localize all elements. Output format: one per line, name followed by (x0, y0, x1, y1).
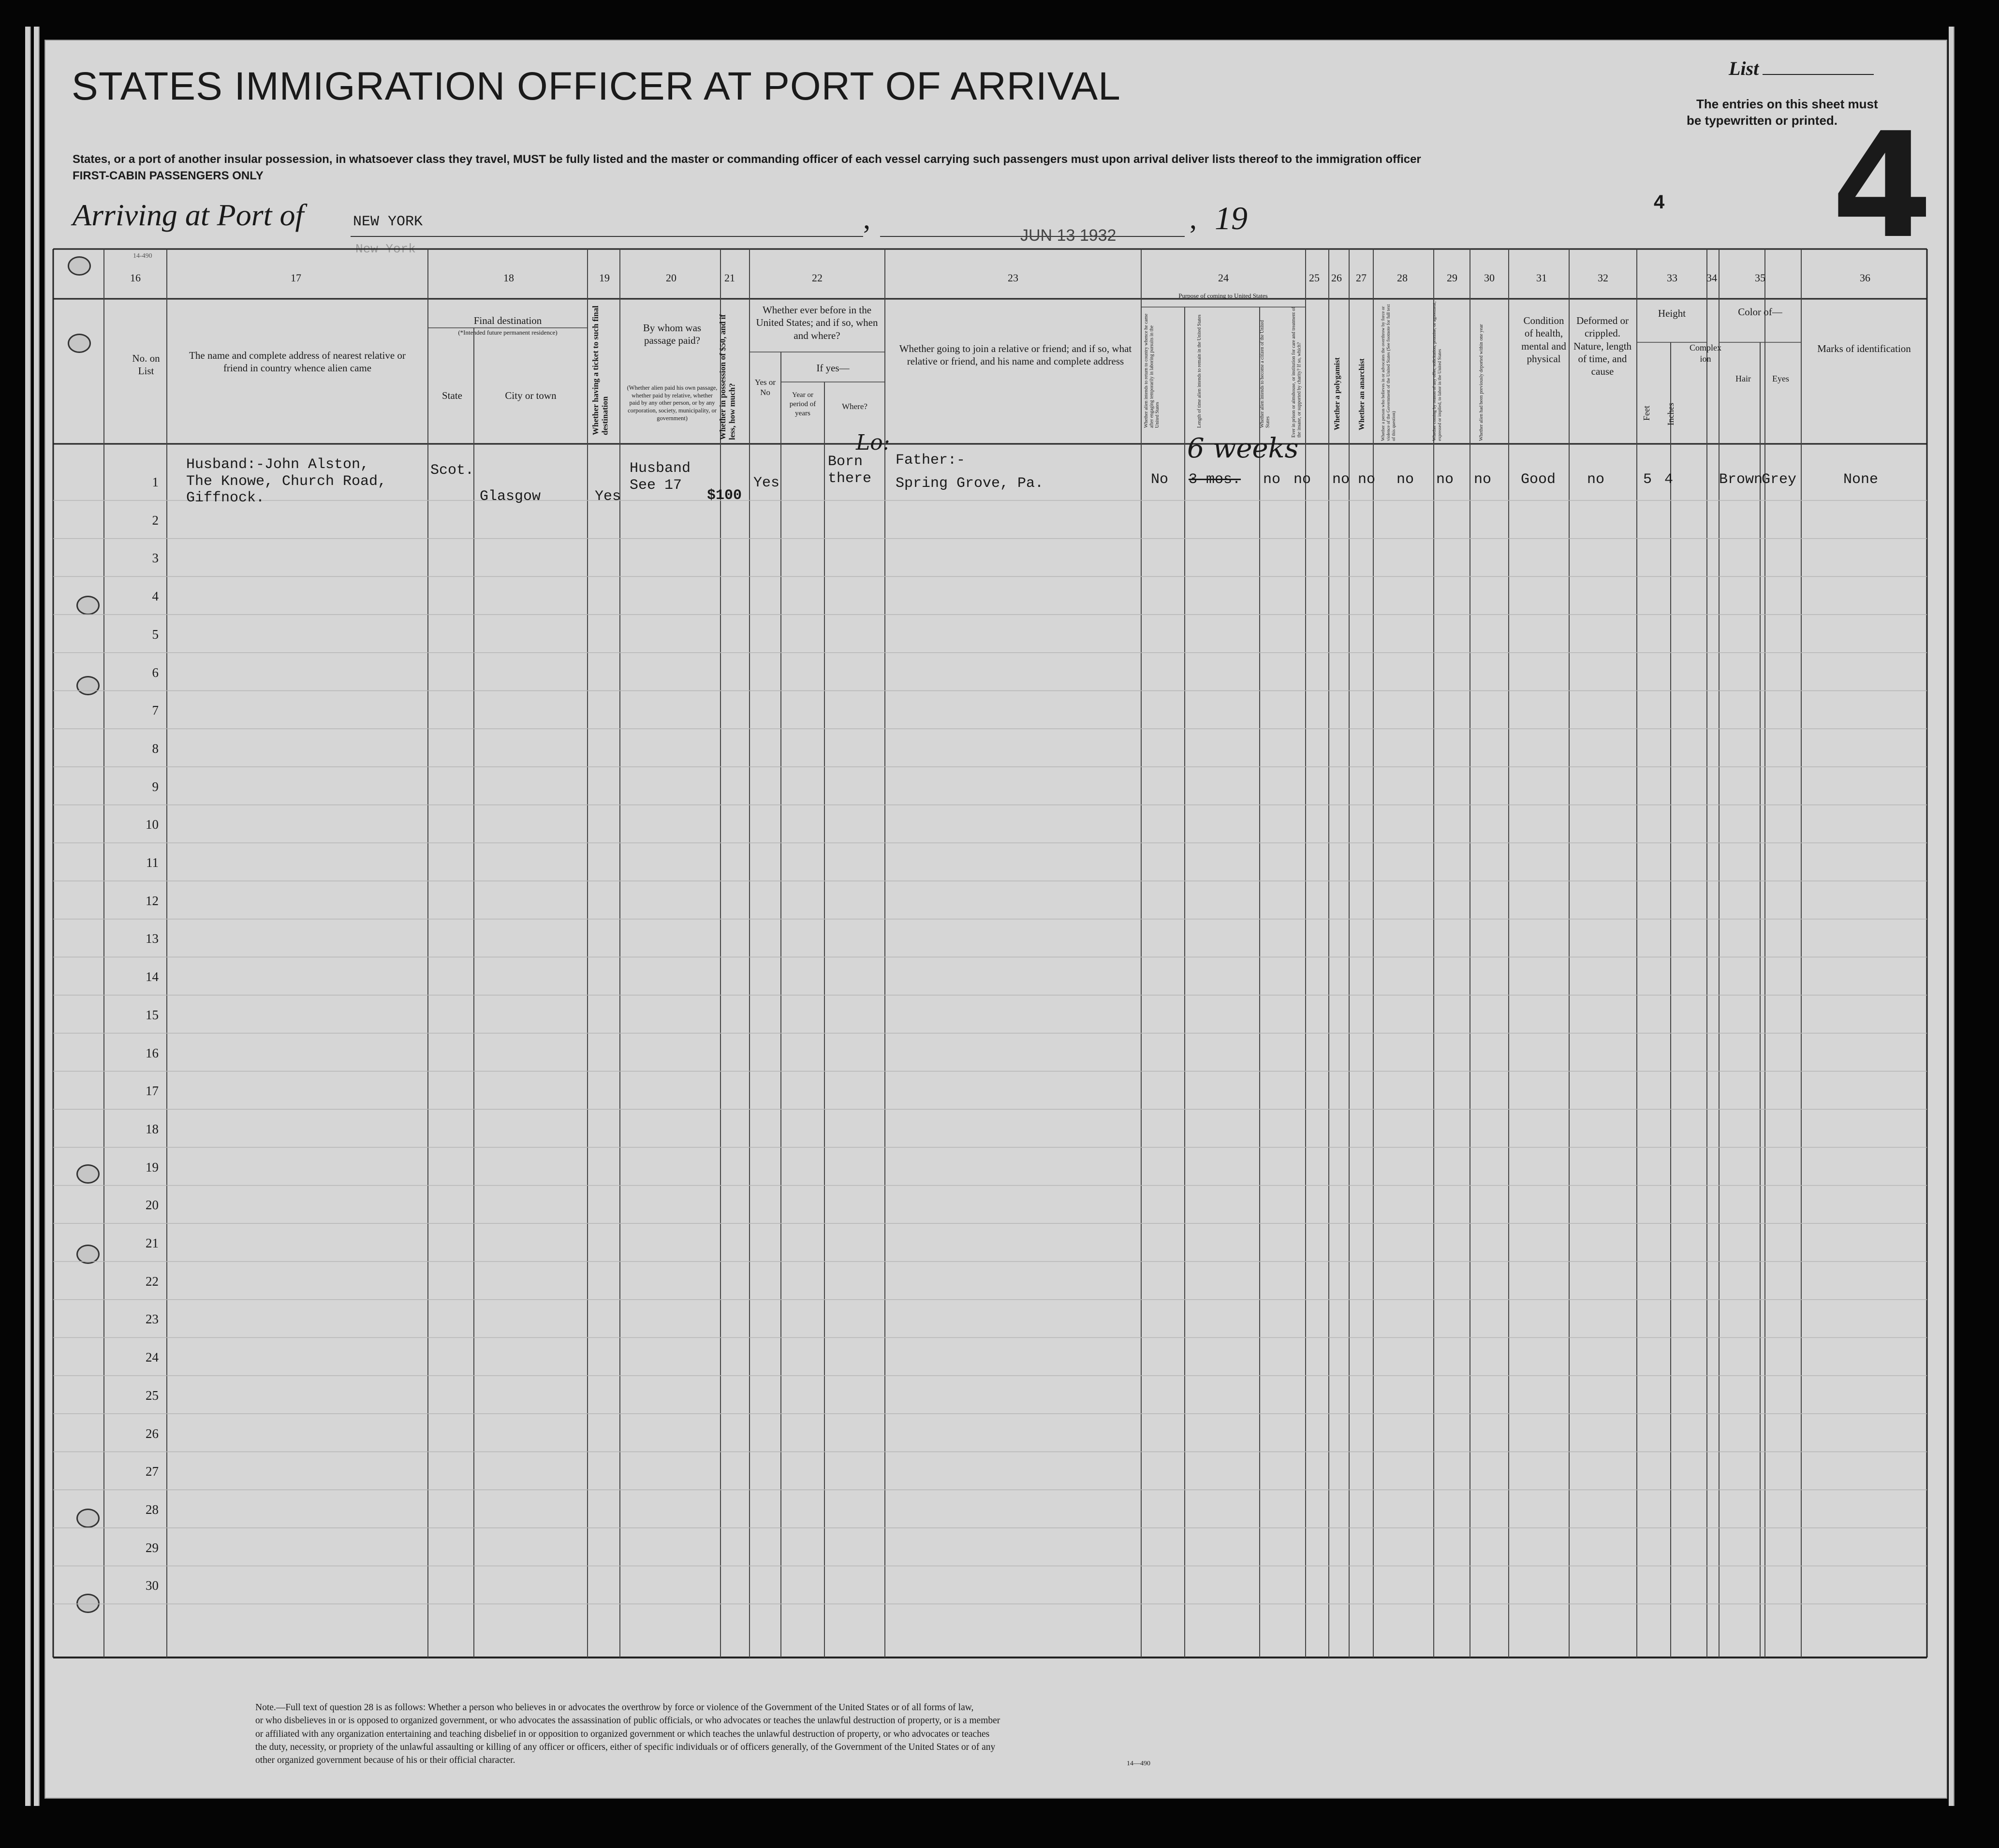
row-number: 15 (146, 1007, 159, 1022)
row-number: 17 (146, 1084, 159, 1099)
row-number: 13 (146, 931, 159, 946)
list-label: List (1729, 57, 1874, 80)
heading-hair: Hair (1735, 374, 1751, 383)
heading-where: Where? (842, 402, 867, 411)
column-number: 25 (1309, 272, 1320, 284)
heading-purpose-citizen: Whether alien intends to become a citizen of the United States (1260, 320, 1271, 428)
page-subtitle: States, or a port of another insular possession, in whatsoever class they travel, MUST be fully listed and the master or commanding officer of each vessel carrying such passengers must upon arrival deliver lists thereof to the immigration officer (73, 153, 1421, 166)
row-1-passage-paid: Husband See 17 (630, 460, 691, 494)
heading-marks: Marks of identification (1817, 343, 1911, 354)
column-number: 17 (291, 272, 301, 284)
column-number: 27 (1356, 272, 1367, 284)
row-1-hair: Brown (1719, 471, 1763, 488)
heading-passage-paid: By whom was passage paid? (643, 322, 702, 347)
row-number: 20 (146, 1198, 159, 1213)
row-number: 11 (146, 855, 159, 870)
heading-polygamist: Whether a polygamist (1333, 357, 1341, 430)
row-1-induced: no (1436, 471, 1454, 488)
heading-ticket: Whether having a ticket to such final destination (591, 306, 610, 435)
row-1-eyes: Grey (1762, 471, 1797, 488)
row-number: 28 (146, 1502, 159, 1517)
row-1-before-in-us: Yes (753, 475, 780, 491)
row-1-ticket: Yes (595, 488, 621, 505)
column-number: 29 (1447, 272, 1457, 284)
row-1-anarchist: no (1358, 471, 1376, 488)
heading-inches: Inches (1666, 403, 1676, 425)
row-1-overthrow: no (1396, 471, 1414, 488)
row-1-feet: 5 (1643, 471, 1652, 488)
row-1-return: No (1151, 471, 1169, 488)
row-number: 10 (146, 817, 159, 832)
port-overprint: New York (355, 242, 416, 256)
column-number: 36 (1860, 272, 1870, 284)
column-number: 30 (1484, 272, 1495, 284)
row-1-citizen: no (1263, 471, 1281, 488)
heading-joining: Whether going to join a relative or friend; and if so, what relative or friend, and his name and complete address (899, 343, 1132, 367)
row-number: 7 (152, 703, 159, 718)
row-number: 18 (146, 1121, 159, 1136)
row-1-polygamist: no (1332, 471, 1350, 488)
heading-eyes: Eyes (1772, 374, 1789, 383)
heading-health: Condition of health, mental and physical (1521, 315, 1566, 365)
comma-1: , (863, 203, 870, 235)
sheet-number-large: 4 (1832, 102, 1933, 270)
heading-money: Whether in possession of $50, and if less, how much? (718, 314, 737, 440)
heading-overthrow: Whether a person who believes in or advocates the overthrow by force or violence of the Government of the United States (See footnote for full text of this question) (1381, 304, 1396, 441)
row-1-length-handwritten: 6 weeks (1187, 433, 1299, 464)
row-1-where-handwritten: Lo: (856, 430, 890, 455)
row-number: 2 (152, 513, 159, 528)
heading-passage-note: (Whether alien paid his own passage, whether paid by relative, whether paid by any other person, or by any corporation, society, municipality, or government) (627, 384, 718, 422)
sheet-number-small: 4 (1654, 191, 1665, 213)
row-number: 5 (152, 627, 159, 642)
row-1-length-struck: 3 mos. (1189, 471, 1241, 488)
row-1-relative-address: Husband:-John Alston, The Knowe, Church Road, Giffnock. (186, 456, 387, 506)
row-1-city: Glasgow (480, 488, 541, 505)
row-1-state: Scot. (430, 462, 474, 479)
column-number: 24 (1218, 272, 1229, 284)
port-value: NEW YORK (353, 214, 423, 230)
row-1-prison: no (1293, 471, 1311, 488)
footnote: Note.—Full text of question 28 is as follows: Whether a person who believes in or advocates the overthrow by force or violence of the Government of the United States or of all forms of law, or who disbelieves in or is opposed to organized government, or who advocates the assassination of public officials, or who advocates or teaches the unlawful destruction of property, or is a member or affiliated with any organization entertaining and teaching disbelief in or opposition to organized government or which teaches the unlawful destruction of property, or who advocates or teaches the duty, necessity, or propriety of the unlawful assaulting or killing of any officer or officers, either of specific individuals or of officers generally, of the Government of the United States or of any other organized government because of his or their official character. (255, 1702, 1000, 1766)
row-number: 23 (146, 1312, 159, 1327)
heading-prison: Ever in prison or almshouse, or institution for care and treatment of the insane, or supported by charity? If so, which? (1291, 307, 1302, 438)
row-1-marks: None (1843, 471, 1879, 488)
heading-deported: Whether alien had been previously deported within one year (1479, 324, 1484, 441)
year-prefix: 19 (1215, 200, 1248, 236)
row-1-inches: 4 (1664, 471, 1674, 488)
page-title: STATES IMMIGRATION OFFICER AT PORT OF ARRIVAL (72, 64, 1121, 108)
row-number: 16 (146, 1045, 159, 1060)
column-number: 22 (812, 272, 823, 284)
row-1-where: Born there (828, 454, 872, 487)
heading-purpose-return: Whether alien intends to return to country whence he came after engaging temporarily in laboring pursuits in the United States (1144, 313, 1160, 428)
heading-state: State (442, 390, 462, 401)
heading-final-destination: Final destination (473, 315, 542, 326)
column-number: 20 (666, 272, 676, 284)
row-number: 26 (146, 1426, 159, 1441)
column-number: 32 (1598, 272, 1608, 284)
row-1-joining: Father:- Spring Grove, Pa. (896, 452, 1044, 492)
row-number: 3 (152, 551, 159, 566)
form-number-top: 14-490 (133, 252, 152, 260)
row-number: 24 (146, 1350, 159, 1365)
heading-year-period: Year or period of years (789, 391, 816, 417)
heading-height: Height (1658, 308, 1686, 319)
column-number: 26 (1331, 272, 1342, 284)
column-number: 19 (599, 272, 610, 284)
row-number: 19 (146, 1159, 159, 1174)
heading-relative-address: The name and complete address of nearest relative or friend in country whence alien came (189, 350, 406, 374)
arriving-label: Arriving at Port of (73, 198, 304, 232)
row-1-deported: no (1474, 471, 1492, 488)
heading-anarchist: Whether an anarchist (1358, 358, 1366, 430)
row-number: 30 (146, 1578, 159, 1593)
heading-yes-or-no: Yes or No (754, 378, 776, 397)
column-number: 16 (130, 272, 141, 284)
column-number: 31 (1536, 272, 1547, 284)
heading-deformed: Deformed or crippled. Nature, length of time, and cause (1573, 315, 1632, 377)
column-number: 23 (1008, 272, 1018, 284)
row-1-health: Good (1521, 471, 1556, 488)
row-number: 4 (152, 589, 159, 604)
heading-purpose-length: Length of time alien intends to remain in the United States (1197, 314, 1202, 428)
heading-city: City or town (505, 390, 557, 401)
row-number: 1 (152, 475, 159, 489)
date-stamp: JUN 13 1932 (1020, 226, 1117, 245)
heading-before-in-us: Whether ever before in the United States; and if so, when and where? (756, 304, 878, 341)
instructions-line-1: The entries on this sheet must (1696, 97, 1878, 111)
heading-if-yes: If yes— (816, 362, 850, 374)
heading-induced: Whether coming by reason of any offer, solicitation, promise, or agreement, expressed or implied, to labor in the United States (1432, 301, 1442, 441)
row-1-money: $100 (707, 487, 742, 504)
row-number: 25 (146, 1388, 159, 1403)
class-line: FIRST-CABIN PASSENGERS ONLY (73, 169, 264, 182)
heading-final-destination-note: (*Intended future permanent residence) (458, 329, 558, 336)
heading-color-of: Color of— (1738, 306, 1782, 318)
column-number: 34 (1706, 272, 1717, 284)
row-number: 22 (146, 1274, 159, 1289)
column-number: 33 (1667, 272, 1677, 284)
row-number: 14 (146, 969, 159, 984)
heading-no-on-list: No. on List (132, 352, 160, 377)
row-number: 8 (152, 741, 159, 756)
row-number: 21 (146, 1236, 159, 1250)
heading-purpose: Purpose of coming to United States (1178, 292, 1268, 299)
column-number: 28 (1397, 272, 1408, 284)
row-1-deformed: no (1587, 471, 1605, 488)
column-number: 21 (724, 272, 735, 284)
heading-complexion: Complexion (1690, 343, 1721, 364)
form-number-bottom: 14—490 (1127, 1760, 1150, 1767)
row-number: 12 (146, 893, 159, 908)
column-number: 18 (503, 272, 514, 284)
row-number: 6 (152, 665, 159, 680)
column-number: 35 (1755, 272, 1765, 284)
heading-feet: Feet (1642, 406, 1651, 421)
row-number: 27 (146, 1464, 159, 1479)
row-number: 29 (146, 1540, 159, 1555)
instructions-line-2: be typewritten or printed. (1687, 113, 1838, 128)
row-number: 9 (152, 779, 159, 794)
comma-2: , (1190, 203, 1197, 235)
